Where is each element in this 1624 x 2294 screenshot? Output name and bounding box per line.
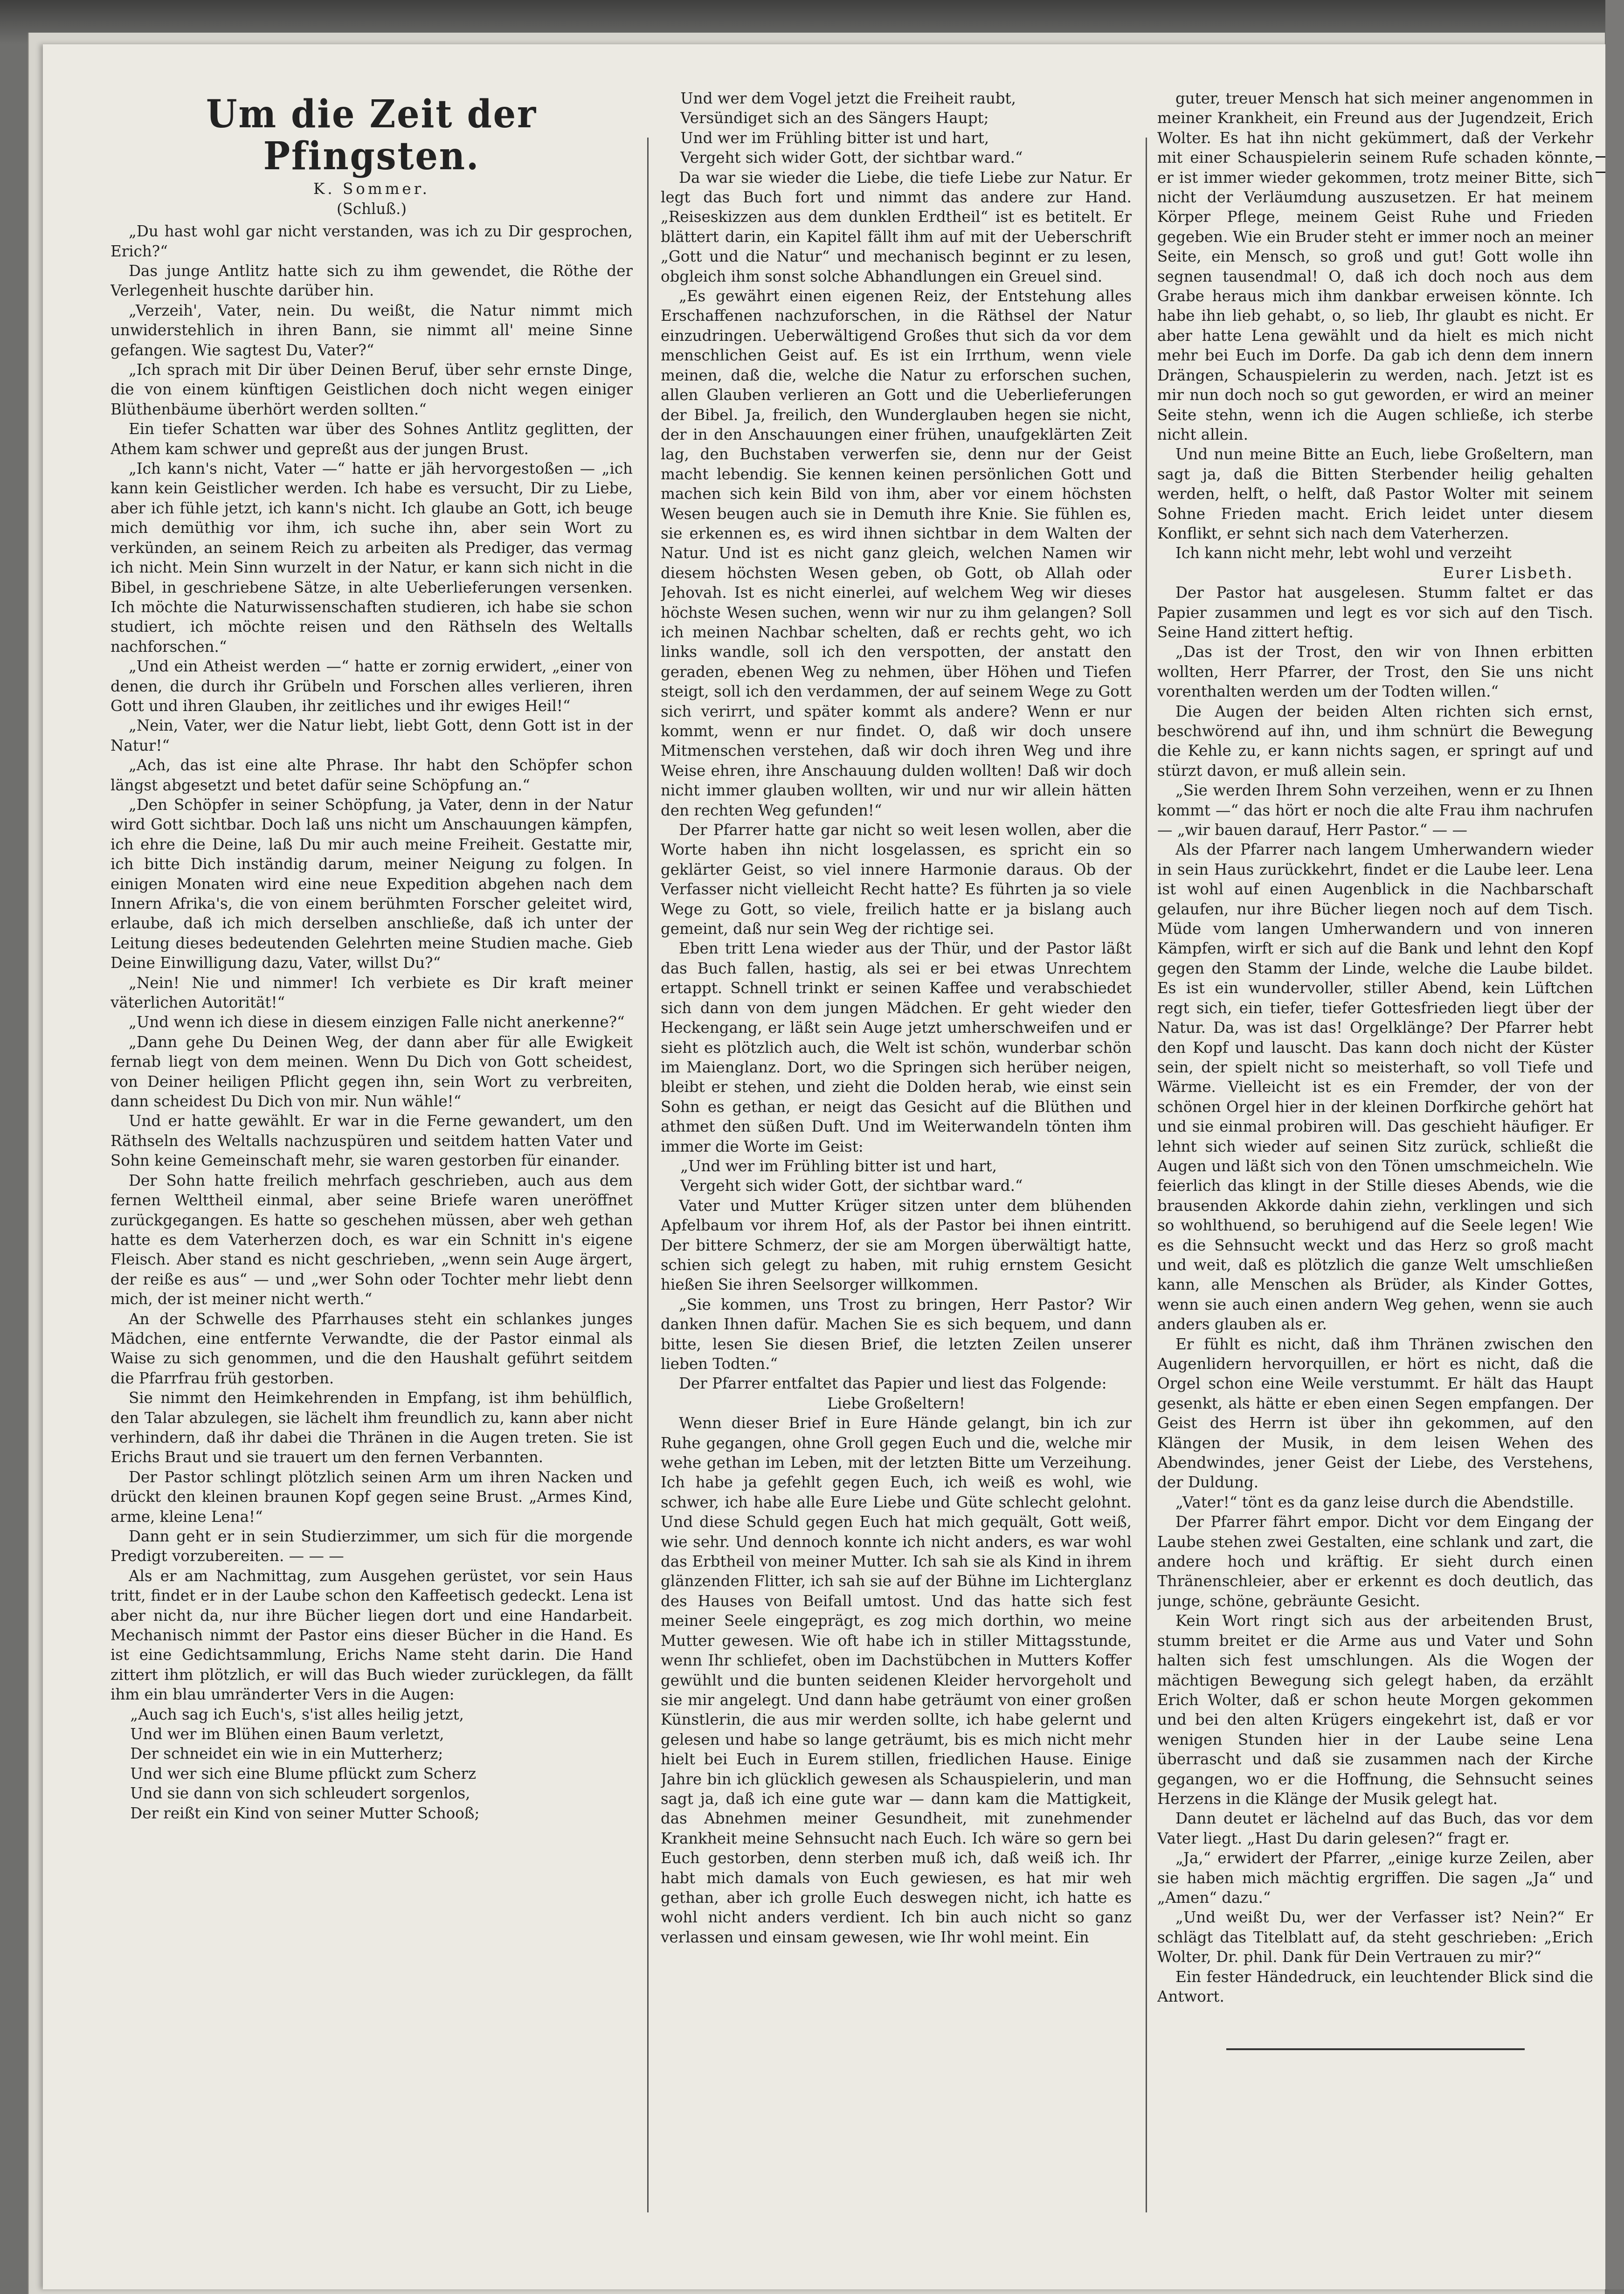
paragraph: Ein fester Händedruck, ein leuchtender Blick sind die Antwort.	[1157, 1968, 1593, 2005]
paragraph: Sie nimmt den Heimkehrenden in Empfang, ist ihm behülflich, den Talar abzulegen, sie lächelt ihm freundlich zu, kann aber nicht verhindern, daß ihr dabei die Thränen in die Augen treten. Sie ist Erichs Braut und sie trauert um den fernen Verbannten.	[111, 1389, 633, 1466]
paragraph: „Ich sprach mit Dir über Deinen Beruf, über sehr ernste Dinge, die von einem künftigen Geistlichen doch nicht wegen einiger Blüthenbäume überhört werden sollten.“	[111, 361, 633, 418]
column-rule	[647, 138, 649, 2212]
verse-line: Vergeht sich wider Gott, der sichtbar ward.“	[680, 149, 1023, 167]
column-3-body	[1157, 583, 1593, 2006]
paragraph: „Vater!“ tönt es da ganz leise durch die Abendstille.	[1175, 1493, 1574, 1511]
letter-body	[661, 1413, 1132, 1947]
poem-verse	[111, 1705, 633, 1823]
paragraph: Vater und Mutter Krüger sitzen unter dem blühenden Apfelbaum vor ihrem Hof, als der Pastor bei ihnen eintritt. Der bittere Schmerz, der sie am Morgen überwältigt hatte, schien sich gelegt zu haben, mit ruhig ernstem Gesicht hießen Sie ihren Seelsorger willkommen.	[661, 1196, 1132, 1294]
newspaper-page	[43, 44, 1610, 2289]
verse-line: Und wer dem Vogel jetzt die Freiheit raubt,	[680, 90, 1016, 107]
paragraph: „Ach, das ist eine alte Phrase. Ihr habt den Schöpfer schon längst abgesetzt und betet dafür seine Schöpfung an.“	[111, 756, 633, 794]
paragraph: Dann geht er in sein Studierzimmer, um sich für die morgende Predigt vorzubereiten. — — —	[111, 1527, 633, 1565]
column-1-body	[111, 221, 633, 1704]
paragraph: Wenn dieser Brief in Eure Hände gelangt, bin ich zur Ruhe gegangen, ohne Groll gegen Euch und die, welche mir wehe gethan im Leben, mit der letzten Bitte um Verzeihung. Ich habe ja gefehlt gegen Euch, ich weiß es wohl, wie schwer, ich habe alle Eure Liebe und Güte schlecht gelohnt. Und diese Schuld gegen Euch hat mich gequält, Gott weiß, wie sehr. Und dennoch konnte ich nicht anders, es war wohl das Erbtheil von meiner Mutter. Ich sah sie als Kind in ihrem glänzenden Flitter, ich sah sie auf der Bühne im Lichterglanz des Hauses von Beifall umtost. Und das hatte sich fest meiner Seele eingeprägt, es zog mich dorthin, wo meine Mutter gewesen. Wie oft habe ich in stiller Mittagsstunde, wenn Ihr schliefet, oben im Dachstübchen in Mutters Koffer gewühlt und die bunten seidenen Kleider hervorgeholt und sie mir angelegt. Und dann habe geträumt von einer großen Künstlerin, die aus mir werden sollte, ich habe gelernt und gelesen und habe so lange geträumt, bis es mich nicht mehr hielt bei Euch in Eurem stillen, friedlichen Hause. Einige Jahre bin ich glücklich gewesen als Schauspielerin, und man sagt ja, daß ich eine gute war — dann kam die Mattigkeit, das Abnehmen meiner Gesundheit, mit zunehmender Krankheit meine Sehnsucht nach Euch. Ich wäre so gern bei Euch gestorben, denn sterben muß ich, daß weiß ich. Ihr habt mich damals von Euch gewiesen, es hat mir weh gethan, aber ich grolle Euch deswegen nicht, ich hatte es wohl nicht anders verdient. Ich bin auch nicht so ganz verlassen und einsam gewesen, wie Ihr wohl meint. Ein	[661, 1414, 1132, 1946]
column-1	[111, 89, 633, 2217]
verse-line: Vergeht sich wider Gott, der sichtbar ward.“	[680, 1177, 1023, 1195]
paragraph: Ein tiefer Schatten war über des Sohnes Antlitz geglitten, der Athem kam schwer und gepreßt aus der jungen Brust.	[111, 420, 633, 458]
paragraph: Ich kann nicht mehr, lebt wohl und verzeiht	[1175, 544, 1512, 562]
paragraph: Kein Wort ringt sich aus der arbeitenden Brust, stumm breitet er die Arme aus und Vater und Sohn halten sich fest umschlungen. Als die Wogen der mächtigen Bewegung sich gelegt haben, da erzählt Erich Wolter, daß er schon heute Morgen gekommen und bei den alten Krügers eingekehrt ist, daß er vor wenigen Stunden hier in der Laube seine Lena überrascht und daß sie zusammen nach der Kirche gegangen, wo er die Hoffnung, die Sehnsucht seines Herzens in die Klänge der Musik gelegt hat.	[1157, 1612, 1593, 1808]
paragraph: Der Sohn hatte freilich mehrfach geschrieben, auch aus dem fernen Welttheil einmal, aber seine Briefe waren uneröffnet zurückgegangen. Es hatte so geschehen müssen, aber weh gethan hatte es dem Vaterherzen doch, es war ein Schnitt in's eigene Fleisch. Aber stand es nicht geschrieben, „wenn sein Auge ärgert, der reiße es aus“ — und „wer Sohn oder Tochter mehr liebt denn mich, der ist meiner nicht werth.“	[111, 1171, 633, 1308]
verse-line: Der schneidet ein wie in ein Mutterherz;	[130, 1745, 443, 1763]
column-2	[661, 89, 1132, 2217]
paragraph: „Du hast wohl gar nicht verstanden, was ich zu Dir gesprochen, Erich?“	[111, 222, 633, 260]
paragraph: Als er am Nachmittag, zum Ausgehen gerüstet, vor sein Haus tritt, findet er in der Laube schon den Kaffeetisch gedeckt. Lena ist aber nicht da, nur ihre Bücher liegen dort und eine Handarbeit. Mechanisch nimmt der Pastor eins dieser Bücher in die Hand. Es ist eine Gedichtsammlung, Erichs Name steht darin. Die Hand zittert ihm plötzlich, er will das Buch wieder zurücklegen, da fällt ihm ein blau umränderter Vers in die Augen:	[111, 1567, 633, 1704]
poem-verse-continued	[661, 89, 1132, 168]
paragraph: „Ich kann's nicht, Vater —“ hatte er jäh hervorgestoßen — „ich kann kein Geistlicher werden. Ich habe es versucht, Dir zu Liebe, aber ich fühle jetzt, ich kann's nicht. Ich glaube an Gott, ich beuge mich demüthig vor ihm, ich suche ihn, aber sein Wort zu verkünden, an seinem Reich zu arbeiten als Prediger, das vermag ich nicht. Mein Sinn wurzelt in der Natur, er kann sich nicht in die Bibel, in geschriebene Sätze, in alte Ueberlieferungen versenken. Ich möchte die Naturwissenschaften studieren, ich habe sie schon studiert, ich möchte reisen und den Räthseln des Weltalls nachforschen.“	[111, 460, 633, 656]
verse-line: Und wer im Frühling bitter ist und hart,	[680, 129, 989, 147]
paragraph: „Verzeih', Vater, nein. Du weißt, die Natur nimmt mich unwiderstehlich in ihren Bann, sie nimmt all' meine Sinne gefangen. Wie sagtest Du, Vater?“	[111, 301, 633, 359]
scan-background-right	[1605, 0, 1624, 2289]
verse-line: Der reißt ein Kind von seiner Mutter Schooß;	[130, 1804, 480, 1822]
verse-line: „Und wer im Frühling bitter ist und hart,	[680, 1157, 997, 1175]
verse-line: Versündiget sich an des Sängers Haupt;	[680, 109, 989, 127]
paragraph: An der Schwelle des Pfarrhauses steht ein schlankes junges Mädchen, eine entfernte Verwandte, die der Pastor einmal als Waise zu sich genommen, und die den Haushalt geführt seitdem die Pfarrfrau früh gestorben.	[111, 1310, 633, 1387]
paragraph: „Den Schöpfer in seiner Schöpfung, ja Vater, denn in der Natur wird Gott sichtbar. Doch laß uns nicht um Anschauungen kämpfen, ich ehre die Deine, laß Du mir auch meine Freiheit. Gestatte mir, ich bitte Dich inständig darum, meiner Neigung zu folgen. In einigen Monaten wird eine neue Expedition abgehen nach dem Innern Afrika's, die von einem berühmten Forscher geleitet wird, erlaube, daß ich mich derselben anschließe, daß ich unter der Leitung dieses bedeutenden Gelehrten meine Studien mache. Gieb Deine Einwilligung dazu, Vater, willst Du?“	[111, 795, 633, 972]
verse-line: Und wer sich eine Blume pflückt zum Scherz	[130, 1764, 477, 1783]
paragraph: „Und weißt Du, wer der Verfasser ist? Nein?“ Er schlägt das Titelblatt auf, da steht geschrieben: „Erich Wolter, Dr. phil. Dank für Dein Vertrauen zu mir?“	[1157, 1908, 1593, 1966]
poem-quote	[661, 1156, 1132, 1196]
paragraph: Der Pastor schlingt plötzlich seinen Arm um ihren Nacken und drückt den kleinen braunen Kopf gegen seine Brust. „Armes Kind, arme, kleine Lena!“	[111, 1468, 633, 1526]
paragraph: Der Pastor hat ausgelesen. Stumm faltet er das Papier zusammen und legt es vor sich auf den Tisch. Seine Hand zittert heftig.	[1157, 584, 1593, 641]
paragraph: guter, treuer Mensch hat sich meiner angenommen in meiner Krankheit, ein Freund aus der Jugendzeit, Erich Wolter. Es hat ihn nicht gekümmert, daß der Verkehr mit einer Schauspielerin seinem Rufe schaden könnte, er ist immer wieder gekommen, trotz meiner Bitte, sich nicht der Verläumdung auszusetzen. Er hat meinem Körper Pflege, meinem Geist Ruhe und Frieden gegeben. Wie ein Bruder steht er immer noch an meiner Seite, ein Mensch, so groß und gut! Gott wolle ihn segnen tausendmal! O, daß ich doch noch aus dem Grabe heraus mich ihm dankbar erweisen könnte. Ich habe ihn lieb gehabt, o, so lieb, Ihr glaubt es nicht. Er aber hatte Lena gewählt und da hielt es mich nicht mehr bei Euch im Dorfe. Da gab ich denn dem innern Drängen, Schauspielerin zu werden, nach. Jetzt ist es mir nun doch noch so gut geworden, er wird an meiner Seite stehn, wenn ich die Augen schließe, ich sterbe nicht allein.	[1157, 90, 1593, 443]
column-2-body-continued	[661, 1196, 1132, 1394]
column-3	[1157, 89, 1593, 2217]
verse-line: „Auch sag ich Euch's, s'ist alles heilig jetzt,	[130, 1705, 464, 1723]
paragraph: Der Pfarrer hatte gar nicht so weit lesen wollen, aber die Worte haben ihn nicht losgelassen, es spricht ein so geklärter Geist, so viel innere Harmonie daraus. Ob der Verfasser nicht vielleicht Recht hatte? Es führten ja so viele Wege zu Gott, so viele, freilich hatte er ja bislang auch gemeint, daß nur sein Weg der richtige sei.	[661, 821, 1132, 938]
paragraph: Er fühlt es nicht, daß ihm Thränen zwischen den Augenlidern hervorquillen, er hört es nicht, daß die Orgel schon eine Weile verstummt. Er hält das Haupt gesenkt, als hätte er eben einen Segen empfangen. Der Geist des Herrn ist über ihn gekommen, auf den Klängen der Musik, in dem leisen Wehen des Abendwindes, jener Geist der Liebe, des Verstehens, der Duldung.	[1157, 1335, 1593, 1492]
article-subtitle: (Schluß.)	[336, 200, 407, 218]
paragraph: „Ja,“ erwidert der Pfarrer, „einige kurze Zeilen, aber sie haben mich mächtig ergriffen. Die sagen „Ja“ und „Amen“ dazu.“	[1157, 1849, 1593, 1907]
paragraph: Der Pfarrer fährt empor. Dicht vor dem Eingang der Laube stehen zwei Gestalten, eine schlank und zart, die andere hoch und kräftig. Er sieht durch einen Thränenschleier, aber er erkennt es doch deutlich, das junge, schöne, gebräunte Gesicht.	[1157, 1513, 1593, 1610]
paragraph: „Und ein Atheist werden —“ hatte er zornig erwidert, „einer von denen, die durch ihr Grübeln und Forschen alles verlieren, ihren Gott und ihren Glauben, ihr zeitliches und ihr ewiges Heil!“	[111, 657, 633, 715]
column-2-body	[661, 168, 1132, 1156]
paragraph: Das junge Antlitz hatte sich zu ihm gewendet, die Röthe der Verlegenheit huschte darüber hin.	[111, 262, 633, 300]
verse-line: Und sie dann von sich schleudert sorgenlos,	[130, 1784, 470, 1803]
verse-line: Und wer im Blühen einen Baum verletzt,	[130, 1725, 444, 1743]
article-title: Um die Zeit der Pfingsten.	[206, 92, 537, 179]
paragraph: Da war sie wieder die Liebe, die tiefe Liebe zur Natur. Er legt das Buch fort und nimmt das andere zur Hand. „Reiseskizzen aus dem dunklen Erdtheil“ ist es betitelt. Er blättert darin, ein Kapitel fällt ihm auf mit der Ueberschrift „Gott und die Natur“ und mechanisch beginnt er zu lesen, obgleich ihm sonst solche Abhandlungen ein Greuel sind.	[661, 168, 1132, 285]
paragraph: Dann deutet er lächelnd auf das Buch, das vor dem Vater liegt. „Hast Du darin gelesen?“ fragt er.	[1157, 1810, 1593, 1847]
letter-signature: Eurer Lisbeth.	[1443, 564, 1574, 582]
paragraph: Die Augen der beiden Alten richten sich ernst, beschwörend auf ihn, und ihm schnürt die Bewegung die Kehle zu, er kann nichts sagen, er springt auf und stürzt davon, er muß allein sein.	[1157, 702, 1593, 780]
paragraph: „Sie werden Ihrem Sohn verzeihen, wenn er zu Ihnen kommt —“ das hört er noch die alte Frau ihm nachrufen — „wir bauen darauf, Herr Pastor.“ — —	[1157, 781, 1593, 839]
letter-salutation: Liebe Großeltern!	[827, 1394, 965, 1412]
margin-mark	[1596, 156, 1606, 173]
paragraph: Eben tritt Lena wieder aus der Thür, und der Pastor läßt das Buch fallen, hastig, als sei er bei etwas Unrechtem ertappt. Schnell trinkt er seinen Kaffee und verabschiedet sich dann von dem jungen Mädchen. Er geht wieder den Heckengang, er läßt sein Auge jetzt umherschweifen und er sieht es plötzlich auch, die Welt ist schön, wunderbar schön im Maienglanz. Dort, wo die Springen sich herüber neigen, bleibt er stehen, und zieht die Dolden herab, wie einst sein Sohn es gethan, er neigt das Gesicht auf die Blüthen und athmet den süßen Duft. Und im Weiterwandeln tönten ihm immer die Worte im Geist:	[661, 940, 1132, 1155]
paragraph: „Nein, Vater, wer die Natur liebt, liebt Gott, denn Gott ist in der Natur!“	[111, 717, 633, 754]
letter-body-continued	[1157, 89, 1593, 563]
article-author: K. Sommer.	[313, 180, 430, 198]
paragraph: Der Pfarrer entfaltet das Papier und liest das Folgende:	[679, 1375, 1107, 1393]
paragraph: „Sie kommen, uns Trost zu bringen, Herr Pastor? Wir danken Ihnen dafür. Machen Sie es sich bequem, und dann bitte, lesen Sie diesen Brief, die letzten Zeilen unserer lieben Todten.“	[661, 1295, 1132, 1373]
paragraph: „Und wenn ich diese in diesem einzigen Falle nicht anerkenne?“	[129, 1013, 625, 1031]
paragraph: „Dann gehe Du Deinen Weg, der dann aber für alle Ewigkeit fernab liegt von dem meinen. Wenn Du Dich von Gott scheidest, von Deiner heiligen Pflicht gegen ihn, sein Wort zu verbreiten, dann scheidest Du Dich von mir. Nun wähle!“	[111, 1033, 633, 1111]
column-rule	[1146, 138, 1147, 2212]
paragraph: Als der Pfarrer nach langem Umherwandern wieder in sein Haus zurückkehrt, findet er die Laube leer. Lena ist wohl auf einen Augenblick in die Nachbarschaft gelaufen, nur ihre Bücher liegen noch auf dem Tisch. Müde vom langen Umherwandern und von inneren Kämpfen, wirft er sich auf die Bank und lehnt den Kopf gegen den Stamm der Linde, welche die Laube bildet. Es ist ein wundervoller, stiller Abend, kein Lüftchen regt sich, ein tiefer, tiefer Gottesfrieden liegt über der Natur. Da, was ist das! Orgelklänge? Der Pfarrer hebt den Kopf und lauscht. Das kann doch nicht der Küster sein, der spielt nicht so meisterhaft, so voll Tiefe und Wärme. Vielleicht ist es ein Fremder, der von der schönen Orgel hier in der kleinen Dorfkirche gehört hat und sie einmal probiren will. Das geschieht häufiger. Er lehnt sich wieder auf seinen Sitz zurück, schließt die Augen und läßt sich von den Tönen umschmeicheln. Wie feierlich das klingt in der Stille dieses Abends, wie die brausenden Akkorde dahin ziehn, verklingen und sich so wohlthuend, so beruhigend auf die Seele legen! Wie es die Sehnsucht weckt und das Herz so groß macht und weit, daß es plötzlich die ganze Welt umschließen kann, alle Menschen als Brüder, als Kinder Gottes, wenn sie auch einen andern Weg gehen, wenn sie auch anders glauben als er.	[1157, 841, 1593, 1334]
paragraph: Und nun meine Bitte an Euch, liebe Großeltern, man sagt ja, daß die Bitten Sterbender heilig gehalten werden, helft, o helft, daß Pastor Wolter mit seinem Sohne Frieden macht. Erich leidet unter diesem Konflikt, er sehnt sich nach dem Vaterherzen.	[1157, 445, 1593, 542]
paragraph: „Das ist der Trost, den wir von Ihnen erbitten wollten, Herr Pfarrer, der Trost, den Sie uns nicht vorenthalten werden um der Todten willen.“	[1157, 643, 1593, 701]
end-rule	[1226, 2048, 1525, 2050]
paragraph: „Nein! Nie und nimmer! Ich verbiete es Dir kraft meiner väterlichen Autorität!“	[111, 974, 633, 1012]
paragraph: Und er hatte gewählt. Er war in die Ferne gewandert, um den Räthseln des Weltalls nachzuspüren und seitdem hatten Vater und Sohn keine Gemeinschaft mehr, sie waren gestorben für einander.	[111, 1112, 633, 1170]
paragraph: „Es gewährt einen eigenen Reiz, der Entstehung alles Erschaffenen nachzuforschen, in die Räthsel der Natur einzudringen. Ueberwältigend Großes thut sich da vor dem menschlichen Geist auf. Es ist ein Irrthum, wenn viele meinen, daß die, welche die Natur zu erforschen suchen, allen Glauben verlieren an Gott und die Ueberlieferungen der Bibel. Ja, freilich, den Wunderglauben hegen sie nicht, der in den Anschauungen einer frühen, unaufgeklärten Zeit lag, den Buchstaben verwerfen sie, denn nur der Geist macht lebendig. Sie kennen keinen persönlichen Gott und machen sich kein Bild von ihm, aber vor einem höchsten Wesen beugen auch sie in Demuth ihre Knie. Sie fühlen es, sie erkennen es, es wird ihnen sichtbar in dem Walten der Natur. Und ist es nicht ganz gleich, welchen Namen wir diesem höchsten Wesen geben, ob Gott, ob Allah oder Jehovah. Ist es nicht einerlei, auf welchem Weg wir dieses höchste Wesen suchen, wenn wir nur zu ihm gelangen? Soll ich meinen Nachbar schelten, daß er rechts geht, wo ich links wandle, soll ich den verspotten, der anstatt den geraden, ebenen Weg zu nehmen, über Höhen und Tiefen steigt, soll ich den verdammen, der auf seinem Wege zu Gott sich verirrt, und später kommt als andere? Wenn er nur kommt, wenn er nur findet. O, daß wir doch unsere Mitmenschen verstehen, daß wir doch ihren Weg und ihre Weise ehren, ihre Anschauung dulden wollten! Daß wir doch nicht immer glauben wollten, wir und nur wir allein hätten den rechten Weg gefunden!“	[661, 287, 1132, 819]
